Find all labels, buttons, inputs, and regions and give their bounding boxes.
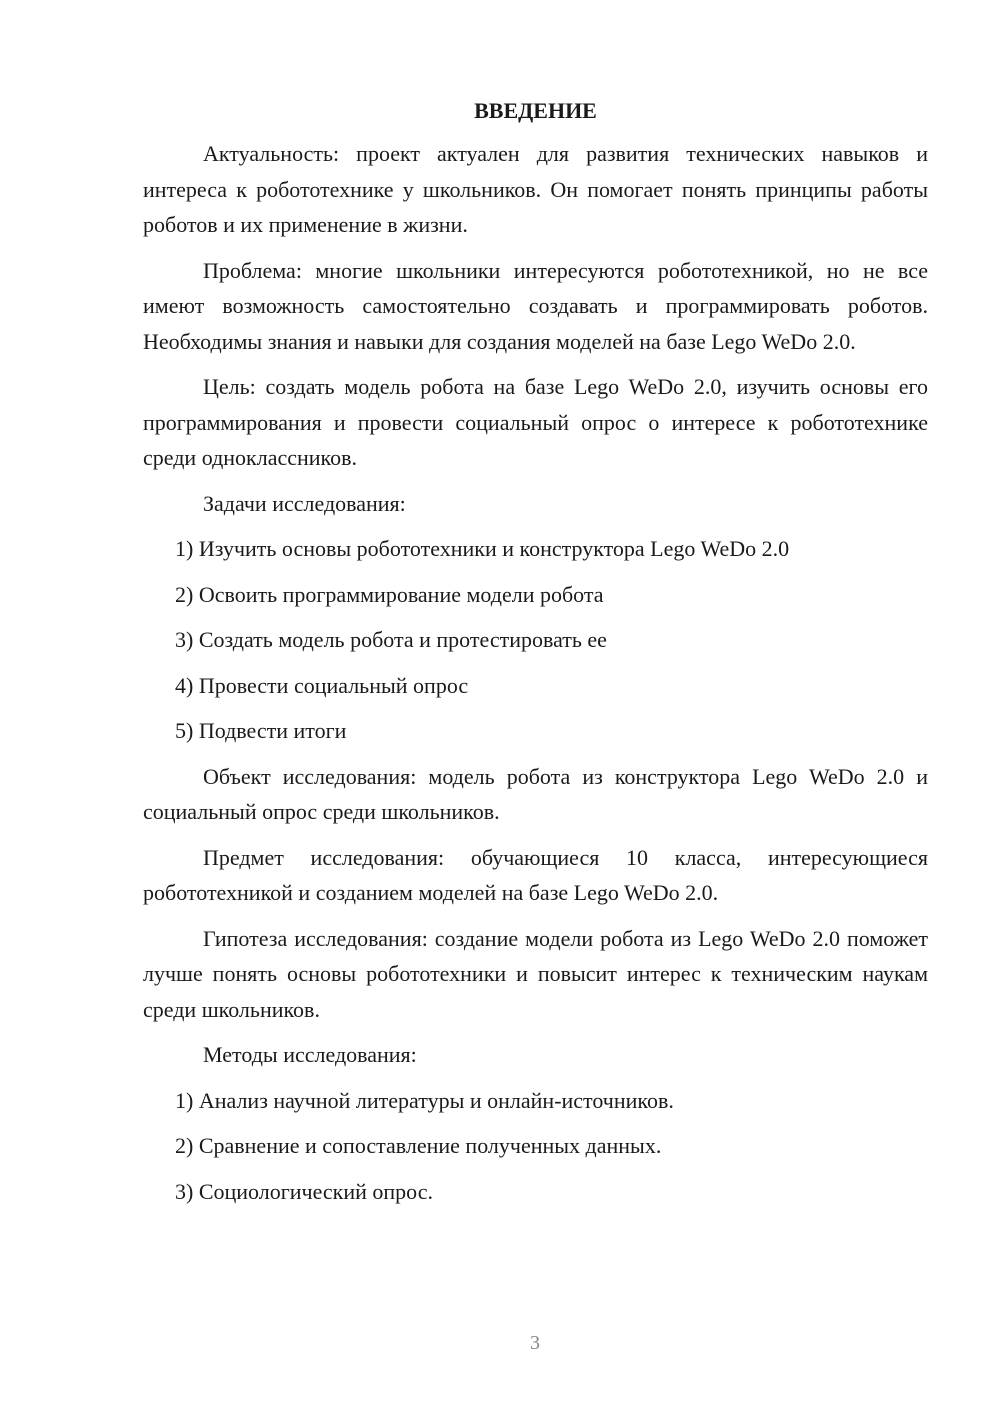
methods-list <box>143 1083 928 1210</box>
list-item: 2) Освоить программирование модели робота <box>175 581 604 607</box>
relevance-paragraph: Актуальность: проект актуален для развития технических навыков и интереса к робототехнике у школьников. Он помогает понять принципы работы роботов и их применение в жизни. <box>143 141 928 237</box>
subject-paragraph: Предмет исследования: обучающиеся 10 класса, интересующиеся робототехникой и созданием моделей на базе Lego WeDo 2.0. <box>143 844 928 905</box>
problem-paragraph: Проблема: многие школьники интересуются робототехникой, но не все имеют возможность самостоятельно создавать и программировать роботов. Необходимы знания и навыки для создания моделей на базе Lego WeDo 2.0. <box>143 257 928 354</box>
object-paragraph: Объект исследования: модель робота из конструктора Lego WeDo 2.0 и социальный опрос среди школьников. <box>143 763 928 824</box>
tasks-list <box>143 531 928 749</box>
list-item: 4) Провести социальный опрос <box>175 672 469 698</box>
list-item: 3) Социологический опрос. <box>175 1178 433 1204</box>
goal-paragraph: Цель: создать модель робота на базе Lego WeDo 2.0, изучить основы его программирования и провести социальный опрос о интересе к робототехнике среди одноклассников. <box>143 374 928 470</box>
methods-heading: Методы исследования: <box>203 1042 417 1067</box>
hypothesis-paragraph: Гипотеза исследования: создание модели робота из Lego WeDo 2.0 поможет лучше понять основы робототехники и повысит интерес к техническим наукам среди школьников. <box>143 925 928 1022</box>
page-title: ВВЕДЕНИЕ <box>474 98 597 123</box>
list-item: 5) Подвести итоги <box>175 718 347 743</box>
list-item: 3) Создать модель робота и протестировать ее <box>175 627 607 652</box>
page-number: 3 <box>530 1332 540 1354</box>
tasks-heading: Задачи исследования: <box>203 490 406 516</box>
list-item: 2) Сравнение и сопоставление полученных данных. <box>175 1133 662 1158</box>
list-item: 1) Изучить основы робототехники и конструктора Lego WeDo 2.0 <box>175 536 790 561</box>
document-page <box>143 96 928 1219</box>
list-item: 1) Анализ научной литературы и онлайн-источников. <box>175 1087 674 1113</box>
